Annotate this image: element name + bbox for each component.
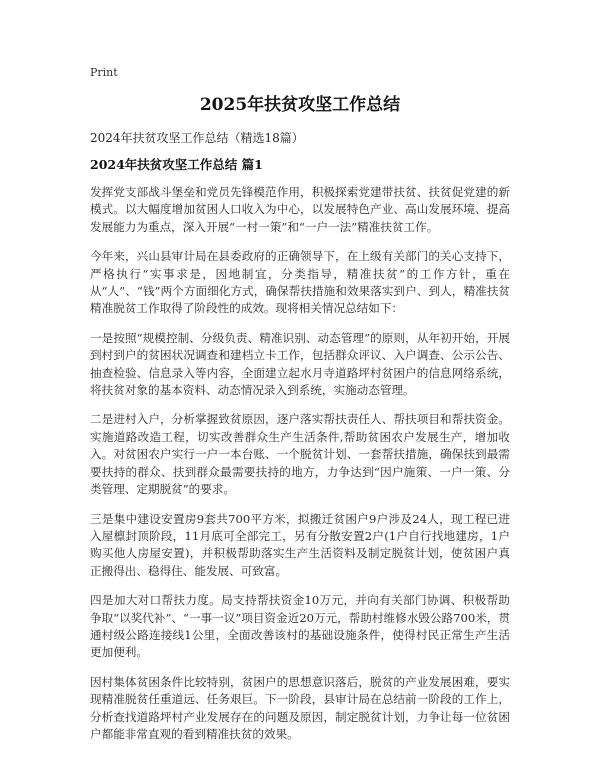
document-subtitle: 2024年扶贫攻坚工作总结（精选18篇） (90, 131, 304, 145)
paragraph-7: 因村集体贫困条件比较特别，贫困户的思想意识落后，脱贫的产业发展困难，要实现精准脱贫任重道远、任务艰巨。下一阶段，县审计局在总结前一阶段的工作上，分析查找道路坪村产业发展存在的问题及原因，制定脱贫计划，力争让每一位贫困户都能非常直观的看到精准扶贫的效果。 (90, 674, 510, 741)
paragraph-6: 四是加大对口帮扶力度。局支持帮扶资金10万元，并向有关部门协调、积极帮助争取“以奖代补”、“一事一议”项目资金近20万元，帮助村维修水毁公路700米，贯通村级公路连接线1公里，全面改善该村的基础设施条件，使得村民正常生产生活更加便利。 (90, 593, 510, 660)
paragraph-2: 今年来，兴山县审计局在县委政府的正确领导下，在上级有关部门的关心支持下，严格执行“实事求是，因地制宜，分类指导，精准扶贫”的工作方针，重在从“人”、“钱”两个方面细化方式，确保帮扶措施和效果落实到户、到人，精准扶贫精准脱贫工作取得了阶段性的成效。现将相关情况总结如下： (90, 249, 510, 316)
document-title: 2025年扶贫攻坚工作总结 (199, 95, 401, 115)
paragraph-1: 发挥党支部战斗堡垒和党员先锋模范作用，积极探索党建带扶贫、扶贫促党建的新模式。以大幅度增加贫困人口收入为中心，以发展特色产业、高山发展环境、提高发展能力为重点，深入开展“一村一策”和“一户一法”精准扶贫工作。 (90, 185, 510, 234)
paragraph-5: 三是集中建设安置房9套共700平方米，拟搬迁贫困户9户涉及24人，现工程已进入屋檩封顶阶段，11月底可全部完工，另有分散安置2户(1户自行找地建房，1户购买他人房屋安置)，并积极帮助落实生产生活资料及制定脱贫计划，使贫困户真正搬得出、稳得住、能发展、可致富。 (90, 511, 510, 578)
section-heading: 2024年扶贫攻坚工作总结 篇1 (90, 157, 263, 172)
paragraph-3: 一是按照“规模控制、分级负责、精准识别、动态管理”的原则，从年初开始，开展到村到户的贫困状况调查和建档立卡工作，包括群众评议、入户调查、公示公告、抽查检验、信息录入等内容，全面建立起水月寺道路坪村贫困户的信息网络系统，将扶贫对象的基本资料、动态情况录入到系统，实施动态管理。 (90, 330, 510, 398)
print-label[interactable]: Print (90, 66, 118, 79)
paragraph-4: 二是进村入户，分析掌握致贫原因，逐户落实帮扶责任人、帮扶项目和帮扶资金。实施道路改造工程，切实改善群众生产生活条件,帮助贫困农户发展生产，增加收入。对贫困农户实行一户一本台账、一个脱贫计划、一套帮扶措施，确保扶到最需要扶持的群众、扶到群众最需要扶持的地方，力争达到“因户施策、一户一策、分类管理、定期脱贫”的要求。 (90, 412, 510, 497)
